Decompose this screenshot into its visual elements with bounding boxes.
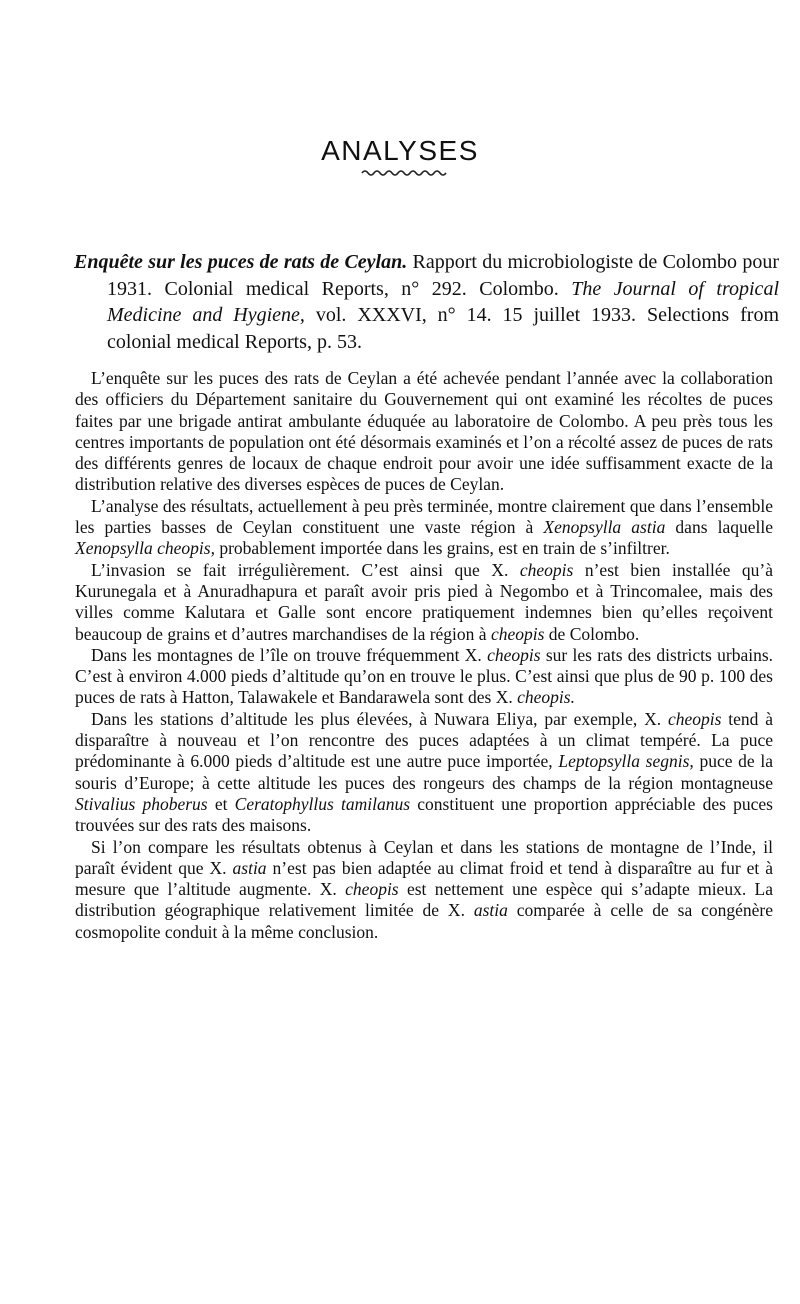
species-name: astia xyxy=(473,900,508,921)
text-span: dans laquelle xyxy=(665,517,774,538)
species-name: cheopis xyxy=(667,708,722,729)
text-span: tend à disparaître à nouveau et l’on rencontre des puces adaptées à un climat tempéré. La puce prédominante à 6.000 pieds d’altitude est une autre puce importée, xyxy=(75,708,774,772)
species-name: Xenopsylla cheopis, xyxy=(75,538,215,559)
abstract-body xyxy=(75,368,773,943)
text-span: est nettement une espèce qui s’adapte mieux. La distribution géographique relativement limitée de X. xyxy=(75,879,774,921)
reference-journal: The Journal of tropical Medicine and Hygiene, xyxy=(107,277,779,326)
text-span: constituent une proportion appréciable des puces trouvées sur des rats des maisons. xyxy=(75,793,773,836)
text-span: Si l’on compare les résultats obtenus à Ceylan et dans les stations de montagne de l’Inde, il paraît évident que X. xyxy=(75,836,773,878)
species-name: Ceratophyllus tamilanus xyxy=(234,793,411,814)
species-name: cheopis xyxy=(519,559,574,580)
page-title: ANALYSES xyxy=(321,134,479,166)
wavy-ornament-icon xyxy=(360,166,450,178)
text-span: comparée à celle de sa congénère cosmopolite conduit à la même conclusion. xyxy=(75,900,773,942)
text-span: de Colombo. xyxy=(544,623,640,644)
species-name: cheopis xyxy=(487,644,541,665)
text-span: n’est bien installée qu’à Kurunegala et à Anuradhapura et paraît avoir pris pied à Negombo et à Trincomalee, mais des villes comme Kalutara et Galle sont encore pratiquement indemnes bien qu’elles reçoivent beaucoup de grains et d’autres marchandises de la région à xyxy=(75,559,773,644)
species-name: cheopis. xyxy=(517,687,575,708)
text-span: L’analyse des résultats, actuellement à peu près terminée, montre clairement que dans l’ensemble les parties basses de Ceylan constituent une vaste région à xyxy=(75,495,773,538)
paragraph-5 xyxy=(75,709,773,837)
species-name: Leptopsylla segnis, xyxy=(558,751,694,772)
species-name: astia xyxy=(232,857,267,878)
species-name: cheopis xyxy=(490,623,545,644)
text-span: Dans les montagnes de l’île on trouve fréquemment X. xyxy=(91,644,488,665)
paragraph-4 xyxy=(75,645,773,709)
paragraph-6 xyxy=(75,837,773,943)
paragraph-1: L’enquête sur les puces des rats de Ceylan a été achevée pendant l’année avec la collaboration des officiers du Département sanitaire du Gouvernement qui ont examiné les récoltes de puces faites par une brigade antirat ambulante éduquée au laboratoire de Colombo. A peu près tous les centres importants de population ont été désormais examinés et l’on a récolté assez de puces de rats des différents genres de locaux de chaque endroit pour avoir une idée suffisamment exacte de la distribution relative des diverses espèces de puces de Ceylan. xyxy=(75,368,773,495)
paragraph-2 xyxy=(75,496,773,560)
text-span: sur les rats des districts urbains. C’est à environ 4.000 pieds d’altitude qu’on en trouve le plus. C’est ainsi que plus de 90 p. 100 des puces de rats à Hatton, Talawakele et Bandarawela sont des X. xyxy=(75,644,774,708)
text-span: n’est pas bien adaptée au climat froid et tend à disparaître au fur et à mesure que l’altitude augmente. X. xyxy=(75,857,773,900)
species-name: cheopis xyxy=(345,879,399,900)
text-span: et xyxy=(207,793,235,814)
species-name: Xenopsylla astia xyxy=(543,517,666,538)
reference-source: Rapport du microbiologiste de Colombo pour 1931. Colonial medical Reports, n° 292. Colombo. xyxy=(107,251,779,300)
text-span: puce de la souris d’Europe; à cette altitude les puces des rongeurs des champs de la région montagneuse xyxy=(75,751,773,793)
bibliographic-reference xyxy=(74,249,779,355)
reference-volume: vol. XXXVI, n° 14. 15 juillet 1933. Selections from colonial medical Reports, p. 53. xyxy=(107,304,779,353)
text-span: probablement importée dans les grains, est en train de s’infiltrer. xyxy=(214,538,670,559)
paragraph-3 xyxy=(75,560,773,645)
reference-title: Enquête sur les puces de rats de Ceylan. xyxy=(74,251,408,273)
text-span: L’invasion se fait irrégulièrement. C’est ainsi que X. xyxy=(91,559,520,580)
species-name: Stivalius phoberus xyxy=(75,793,208,814)
text-span: Dans les stations d’altitude les plus élevées, à Nuwara Eliya, par exemple, X. xyxy=(91,708,668,729)
